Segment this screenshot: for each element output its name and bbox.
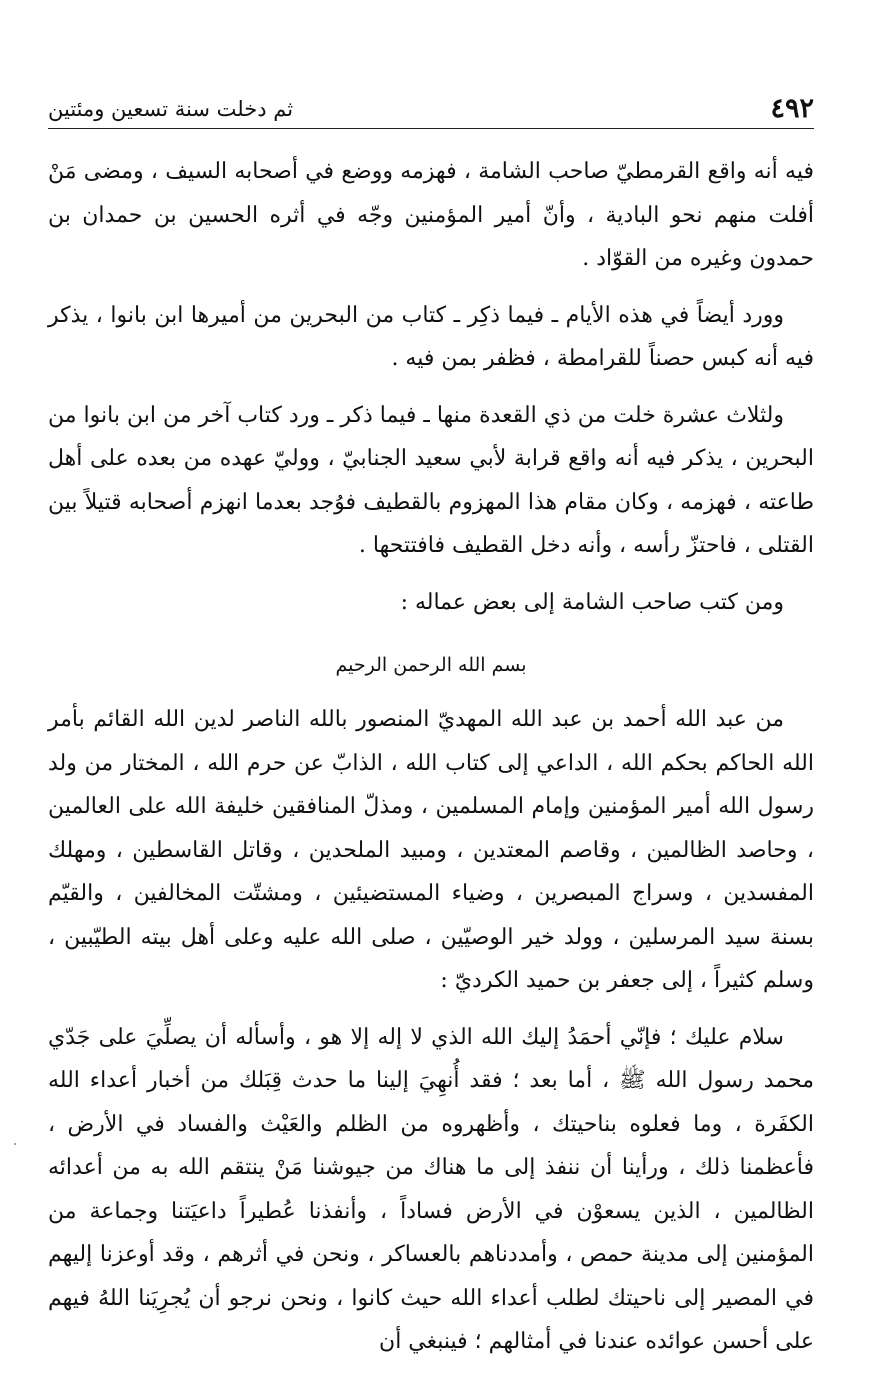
paragraph: وورد أيضاً في هذه الأيام ـ فيما ذكِر ـ كتاب من البحرين من أميرها ابن بانوا ، يذكر فيه أنه كبس حصناً للقرامطة ، فظفر بمن فيه . bbox=[48, 302, 814, 371]
paragraph: ومن كتب صاحب الشامة إلى بعض عماله : bbox=[400, 589, 784, 615]
basmala-heading: بسم الله الرحمن الرحيم bbox=[335, 654, 527, 676]
paragraph: ولثلاث عشرة خلت من ذي القعدة منها ـ فيما ذكر ـ ورد كتاب آخر من ابن بانوا من البحرين ، يذكر فيه أنه واقع قرابة لأبي سعيد الجنابيّ ، ووليّ عهده من بعده على أهل طاعته ، فهزمه ، وكان مقام هذا المهزوم بالقطيف فوُجد بعدما انهزم أصحابه قتيلاً بين القتلى ، فاحتزّ رأسه ، وأنه دخل القطيف فافتتحها . bbox=[48, 402, 814, 558]
page-header bbox=[48, 92, 814, 126]
body-text bbox=[48, 150, 814, 1377]
paragraph: فيه أنه واقع القرمطيّ صاحب الشامة ، فهزمه ووضع في أصحابه السيف ، ومضى مَنْ أفلت منهم نحو البادية ، وأنّ أمير المؤمنين وجّه في أثره الحسين بن حمدان بن حمدون وغيره من القوّاد . bbox=[48, 159, 814, 271]
letter-paragraph: من عبد الله أحمد بن عبد الله المهديّ المنصور بالله الناصر لدين الله القائم بأمر الله الحاكم بحكم الله ، الداعي إلى كتاب الله ، الذابّ عن حرم الله ، المختار من ولد رسول الله أمير المؤمنين وإمام المسلمين ، ومذلّ المنافقين خليفة الله على العالمين ، وحاصد الظالمين ، وقاصم المعتدين ، ومبيد الملحدين ، وقاتل القاسطين ، ومهلك المفسدين ، وسراج المبصرين ، وضياء المستضيئين ، ومشتّت المخالفين ، والقيّم بسنة سيد المرسلين ، وولد خير الوصيّين ، صلى الله عليه وعلى أهل بيته الطيّبين ، وسلم كثيراً ، إلى جعفر بن حميد الكرديّ : bbox=[48, 707, 814, 993]
margin-dot bbox=[14, 1143, 16, 1145]
running-title: ثم دخلت سنة تسعين ومئتين bbox=[48, 97, 294, 121]
letter-paragraph: سلام عليك ؛ فإنّي أحمَدُ إليك الله الذي لا إله إلا هو ، وأسأله أن يصلِّيَ على جَدّي محمد رسول الله ﷺ ، أما بعد ؛ فقد أُنهِيَ إلينا ما حدث قِبَلك من أخبار أعداء الله الكفَرة ، وما فعلوه بناحيتك ، وأظهروه من الظلم والعَيْث والفساد في الأرض ، فأعظمنا ذلك ، ورأينا أن ننفذ إلى ما هناك من جيوشنا مَنْ ينتقم الله به من أعدائه الظالمين ، الذين يسعوْن في الأرض فساداً ، وأنفذنا عُطيراً داعيَتنا وجماعة من المؤمنين إلى مدينة حمص ، وأمددناهم بالعساكر ، ونحن في أثرهم ، وقد أوعزنا إليهم في المصير إلى ناحيتك لطلب أعداء الله حيث كانوا ، ونحن نرجو أن يُجرِيَنا اللهُ فيهم على أحسن عوائده عندنا في أمثالهم ؛ فينبغي أن bbox=[48, 1024, 814, 1354]
header-rule bbox=[48, 128, 814, 129]
page-number: ٤٩٢ bbox=[770, 93, 814, 124]
